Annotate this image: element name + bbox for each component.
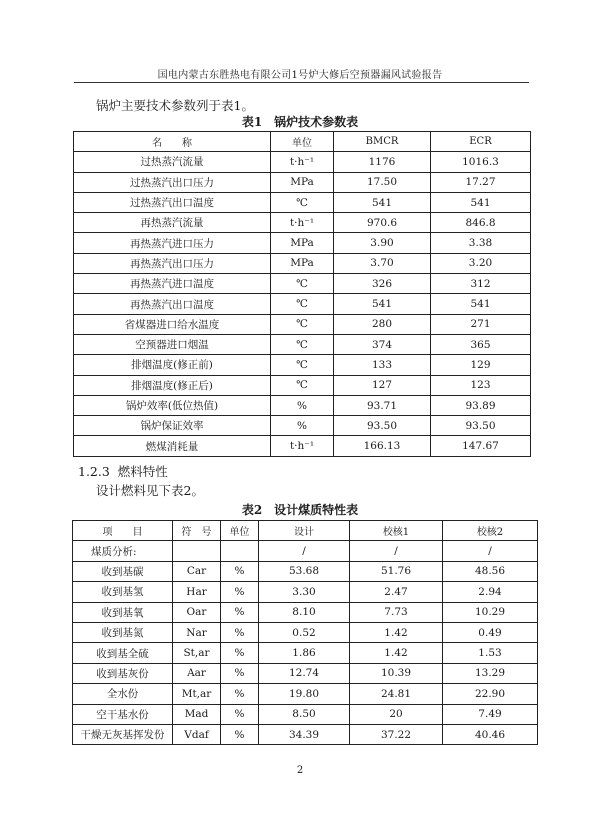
- table-cell: %: [221, 602, 259, 622]
- table-row: [74, 213, 531, 233]
- coal-properties-table: [72, 520, 538, 745]
- table-row: [74, 375, 531, 395]
- table-cell: 271: [431, 314, 531, 334]
- table-row: [73, 582, 538, 602]
- table-row: [73, 663, 538, 683]
- table-cell: 93.71: [334, 395, 431, 415]
- table-cell: 8.50: [259, 704, 350, 724]
- section-title: 燃料特性: [117, 464, 168, 479]
- table-cell: 166.13: [334, 436, 431, 456]
- table-cell: 1176: [334, 152, 431, 172]
- table-cell: 7.49: [443, 704, 538, 724]
- page-header-title: 国电内蒙古东胜热电有限公司1号炉大修后空预器漏风试验报告: [157, 70, 443, 81]
- table-cell: 312: [431, 274, 531, 294]
- table-row: [74, 355, 531, 375]
- table-cell: 2.47: [350, 582, 443, 602]
- table-cell: 排烟温度(修正后): [74, 375, 271, 395]
- column-header: 名 称: [74, 132, 271, 152]
- table-cell: 过热蒸汽出口温度: [74, 192, 271, 212]
- table-cell: ℃: [271, 274, 334, 294]
- table-cell: [173, 541, 221, 561]
- table-cell: 10.39: [350, 663, 443, 683]
- table-cell: 17.50: [334, 172, 431, 192]
- table-cell: St,ar: [173, 643, 221, 663]
- table-row: [73, 704, 538, 724]
- table-cell: 再热蒸汽出口压力: [74, 253, 271, 273]
- column-header: BMCR: [334, 132, 431, 152]
- table-cell: ℃: [271, 355, 334, 375]
- table-cell: %: [271, 395, 334, 415]
- table-row: [74, 334, 531, 354]
- table-row: [74, 314, 531, 334]
- table-cell: 24.81: [350, 684, 443, 704]
- table-cell: 1.86: [259, 643, 350, 663]
- table-cell: 干燥无灰基挥发份: [73, 724, 173, 744]
- table-row: [73, 684, 538, 704]
- column-header: 设计: [259, 521, 350, 541]
- table-cell: 129: [431, 355, 531, 375]
- column-header: 项 目: [73, 521, 173, 541]
- table-cell: 280: [334, 314, 431, 334]
- column-header: 校核1: [350, 521, 443, 541]
- table-cell: 374: [334, 334, 431, 354]
- table-row: [73, 622, 538, 642]
- table-cell: MPa: [271, 253, 334, 273]
- table-cell: 53.68: [259, 561, 350, 581]
- table-cell: 22.90: [443, 684, 538, 704]
- table-cell: 10.29: [443, 602, 538, 622]
- table2-caption: 表2 设计煤质特性表: [241, 503, 359, 517]
- table-row: [73, 602, 538, 622]
- table-cell: 51.76: [350, 561, 443, 581]
- table-cell: 3.38: [431, 233, 531, 253]
- table-cell: 93.50: [431, 416, 531, 436]
- table-row: [73, 541, 538, 561]
- table-row: [73, 724, 538, 744]
- table-row: [73, 561, 538, 581]
- table-cell: 13.29: [443, 663, 538, 683]
- table-cell: 0.49: [443, 622, 538, 642]
- table-cell: %: [221, 663, 259, 683]
- table-cell: 收到基灰份: [73, 663, 173, 683]
- table-cell: 2.94: [443, 582, 538, 602]
- table-row: [74, 253, 531, 273]
- table-cell: ℃: [271, 192, 334, 212]
- table-cell: %: [221, 561, 259, 581]
- table-cell: 1.42: [350, 643, 443, 663]
- table-cell: 326: [334, 274, 431, 294]
- table-cell: 48.56: [443, 561, 538, 581]
- table-cell: 再热蒸汽出口温度: [74, 294, 271, 314]
- table-cell: 37.22: [350, 724, 443, 744]
- table-cell: %: [221, 582, 259, 602]
- table-cell: 970.6: [334, 213, 431, 233]
- table-cell: 20: [350, 704, 443, 724]
- section-number: 1.2.3: [78, 464, 110, 479]
- table-cell: 收到基氢: [73, 582, 173, 602]
- table-cell: 541: [334, 192, 431, 212]
- table-row: [74, 152, 531, 172]
- intro-paragraph: 锅炉主要技术参数列于表1。: [96, 98, 254, 113]
- table-cell: 0.52: [259, 622, 350, 642]
- table-row: [74, 436, 531, 456]
- table-cell: 收到基碳: [73, 561, 173, 581]
- table-cell: 再热蒸汽进口温度: [74, 274, 271, 294]
- table-cell: 147.67: [431, 436, 531, 456]
- table-cell: 3.20: [431, 253, 531, 273]
- table-cell: t·h⁻¹: [271, 436, 334, 456]
- fuel-paragraph: 设计燃料见下表2。: [96, 483, 204, 498]
- table-cell: ℃: [271, 375, 334, 395]
- table-cell: %: [221, 622, 259, 642]
- table-cell: 7.73: [350, 602, 443, 622]
- column-header: ECR: [431, 132, 531, 152]
- table-cell: 再热蒸汽进口压力: [74, 233, 271, 253]
- header-row: [74, 132, 531, 152]
- table-cell: 收到基氧: [73, 602, 173, 622]
- table-row: [74, 395, 531, 415]
- table-cell: 17.27: [431, 172, 531, 192]
- table-cell: 收到基氮: [73, 622, 173, 642]
- table-cell: 过热蒸汽出口压力: [74, 172, 271, 192]
- table-cell: Aar: [173, 663, 221, 683]
- table-cell: /: [350, 541, 443, 561]
- table-cell: 365: [431, 334, 531, 354]
- table-row: [74, 294, 531, 314]
- table-row: [74, 192, 531, 212]
- table-cell: 846.8: [431, 213, 531, 233]
- table-cell: %: [221, 684, 259, 704]
- table-cell: 过热蒸汽流量: [74, 152, 271, 172]
- table-cell: 541: [431, 294, 531, 314]
- table-cell: 排烟温度(修正前): [74, 355, 271, 375]
- table-cell: 全水份: [73, 684, 173, 704]
- table-row: [74, 274, 531, 294]
- table-cell: 空干基水份: [73, 704, 173, 724]
- table-cell: /: [259, 541, 350, 561]
- table-row: [74, 172, 531, 192]
- table-cell: MPa: [271, 172, 334, 192]
- table-cell: %: [221, 724, 259, 744]
- table-cell: Oar: [173, 602, 221, 622]
- table-cell: 19.80: [259, 684, 350, 704]
- table-cell: 省煤器进口给水温度: [74, 314, 271, 334]
- table-cell: %: [221, 704, 259, 724]
- table1-caption: 表1 锅炉技术参数表: [241, 115, 359, 129]
- table-cell: 3.90: [334, 233, 431, 253]
- table-cell: 锅炉保证效率: [74, 416, 271, 436]
- table-cell: Mt,ar: [173, 684, 221, 704]
- table-cell: ℃: [271, 334, 334, 354]
- header-rule: [74, 82, 529, 83]
- table-cell: 1.42: [350, 622, 443, 642]
- table-cell: ℃: [271, 294, 334, 314]
- table-cell: 燃煤消耗量: [74, 436, 271, 456]
- table-cell: 锅炉效率(低位热值): [74, 395, 271, 415]
- table-row: [73, 643, 538, 663]
- table-cell: Har: [173, 582, 221, 602]
- table-cell: Car: [173, 561, 221, 581]
- table-cell: Mad: [173, 704, 221, 724]
- table-cell: 8.10: [259, 602, 350, 622]
- table-cell: 123: [431, 375, 531, 395]
- boiler-parameters-table: [73, 131, 531, 457]
- column-header: 校核2: [443, 521, 538, 541]
- table-cell: 再热蒸汽流量: [74, 213, 271, 233]
- column-header: 符 号: [173, 521, 221, 541]
- table-cell: [221, 541, 259, 561]
- table-cell: 1.53: [443, 643, 538, 663]
- section-heading: [78, 462, 168, 480]
- table-cell: Nar: [173, 622, 221, 642]
- table-cell: 127: [334, 375, 431, 395]
- table-cell: %: [271, 416, 334, 436]
- table-cell: 空预器进口烟温: [74, 334, 271, 354]
- table-cell: 3.30: [259, 582, 350, 602]
- table-cell: %: [221, 643, 259, 663]
- table-cell: 541: [334, 294, 431, 314]
- table-cell: 541: [431, 192, 531, 212]
- table-row: [74, 416, 531, 436]
- table-cell: 40.46: [443, 724, 538, 744]
- table-cell: 收到基全硫: [73, 643, 173, 663]
- column-header: 单位: [271, 132, 334, 152]
- column-header: 单位: [221, 521, 259, 541]
- table-cell: 1016.3: [431, 152, 531, 172]
- table-cell: 煤质分析:: [73, 541, 173, 561]
- table-cell: 12.74: [259, 663, 350, 683]
- page-number: 2: [296, 765, 304, 776]
- table-cell: /: [443, 541, 538, 561]
- header-row: [73, 521, 538, 541]
- table-cell: 3.70: [334, 253, 431, 273]
- table-cell: 93.89: [431, 395, 531, 415]
- table-cell: ℃: [271, 314, 334, 334]
- table-cell: 34.39: [259, 724, 350, 744]
- table-cell: 93.50: [334, 416, 431, 436]
- table-cell: MPa: [271, 233, 334, 253]
- table-row: [74, 233, 531, 253]
- table-cell: Vdaf: [173, 724, 221, 744]
- table-cell: 133: [334, 355, 431, 375]
- table-cell: t·h⁻¹: [271, 152, 334, 172]
- table-cell: t·h⁻¹: [271, 213, 334, 233]
